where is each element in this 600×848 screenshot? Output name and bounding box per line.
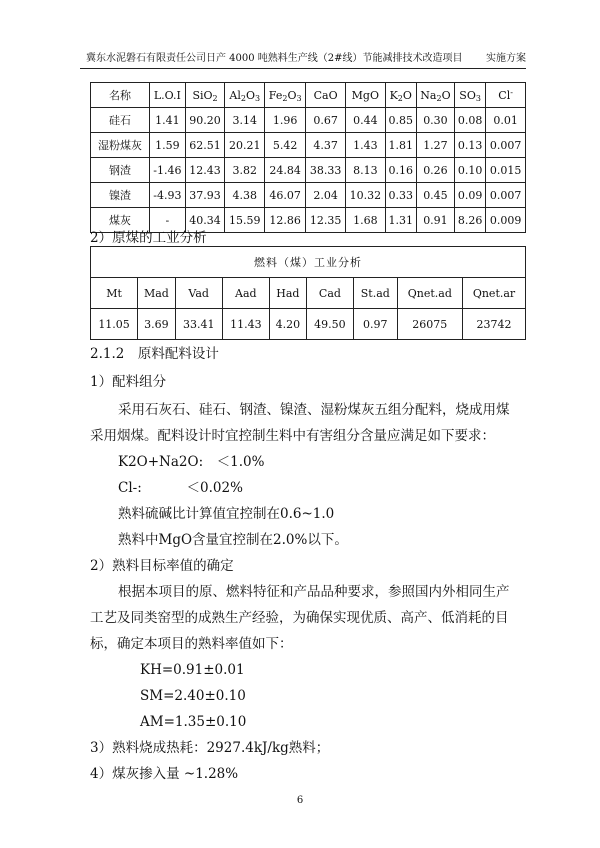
value-cell: 0.09 bbox=[455, 183, 486, 208]
value-cell: 12.86 bbox=[265, 208, 306, 233]
value-cell: 1.41 bbox=[150, 108, 186, 133]
coal-value-cell: 33.41 bbox=[175, 309, 222, 340]
table-header-cell: Cl- bbox=[486, 83, 526, 108]
table-header-cell: $Na_2O$ bbox=[416, 83, 454, 108]
value-cell: 0.44 bbox=[345, 108, 385, 133]
table-row bbox=[91, 158, 526, 183]
value-cell: 0.45 bbox=[416, 183, 454, 208]
requirement-k2o-na2o: K2O+Na2O: ＜1.0% bbox=[118, 454, 265, 470]
paragraph-line: 根据本项目的原、燃料特征和产品品种要求，参照国内外相同生产 bbox=[118, 584, 510, 600]
coal-header-cell: Qnet.ar bbox=[463, 278, 526, 309]
value-cell: 46.07 bbox=[265, 183, 306, 208]
value-cell: 0.13 bbox=[455, 133, 486, 158]
coal-value-cell: 3.69 bbox=[138, 309, 176, 340]
value-cell: 12.43 bbox=[185, 158, 225, 183]
coal-value-cell: 0.97 bbox=[353, 309, 397, 340]
value-cell: 24.84 bbox=[265, 158, 306, 183]
coal-analysis-heading: 2）原煤的工业分析 bbox=[90, 230, 207, 246]
coal-table-title: 燃料（煤）工业分析 bbox=[91, 247, 526, 278]
value-cell: -4.93 bbox=[150, 183, 186, 208]
value-cell: - bbox=[150, 208, 186, 233]
paragraph-line: 采用石灰石、硅石、钢渣、镍渣、湿粉煤灰五组分配料，烧成用煤 bbox=[118, 402, 510, 418]
value-cell: 15.59 bbox=[225, 208, 265, 233]
raw-meal-components-heading: 1）配料组分 bbox=[90, 374, 167, 390]
coal-header-cell: Mt bbox=[91, 278, 138, 309]
value-cell: 4.37 bbox=[306, 133, 346, 158]
value-cell: 37.93 bbox=[185, 183, 225, 208]
value-cell: 0.009 bbox=[486, 208, 526, 233]
coal-header-cell: Had bbox=[269, 278, 306, 309]
coal-header-cell: Mad bbox=[138, 278, 176, 309]
chemical-composition-table bbox=[90, 82, 526, 233]
page-number: 6 bbox=[296, 795, 304, 806]
modulus-sm: SM=2.40±0.10 bbox=[140, 688, 246, 704]
material-name-cell: 钢渣 bbox=[91, 158, 150, 183]
value-cell: 8.26 bbox=[455, 208, 486, 233]
value-cell: 20.21 bbox=[225, 133, 265, 158]
value-cell: 0.26 bbox=[416, 158, 454, 183]
value-cell: 0.10 bbox=[455, 158, 486, 183]
coal-header-cell: Qnet.ad bbox=[397, 278, 462, 309]
value-cell: 5.42 bbox=[265, 133, 306, 158]
value-cell: 2.04 bbox=[306, 183, 346, 208]
value-cell: 0.007 bbox=[486, 183, 526, 208]
table-header-cell: SiO$_2$ bbox=[185, 83, 225, 108]
value-cell: 0.30 bbox=[416, 108, 454, 133]
value-cell: 0.015 bbox=[486, 158, 526, 183]
value-cell: -1.46 bbox=[150, 158, 186, 183]
paragraph-line: 工艺及同类窑型的成熟生产经验，为确保实现优质、高产、低消耗的目 bbox=[90, 610, 509, 626]
value-cell: 0.67 bbox=[306, 108, 346, 133]
value-cell: 1.96 bbox=[265, 108, 306, 133]
value-cell: 1.43 bbox=[345, 133, 385, 158]
value-cell: 3.82 bbox=[225, 158, 265, 183]
table-row bbox=[91, 133, 526, 158]
coal-header-cell: Aad bbox=[222, 278, 269, 309]
coal-value-cell: 49.50 bbox=[306, 309, 353, 340]
value-cell: 90.20 bbox=[185, 108, 225, 133]
value-cell: 8.13 bbox=[345, 158, 385, 183]
section-2-1-2-heading: 2.1.2 原料配料设计 bbox=[90, 346, 219, 362]
table-header-cell: L.O.I bbox=[150, 83, 186, 108]
coal-ash-line: 4）煤灰掺入量 ~1.28% bbox=[90, 766, 239, 782]
value-cell: 0.33 bbox=[385, 183, 416, 208]
value-cell: 4.38 bbox=[225, 183, 265, 208]
value-cell: 0.91 bbox=[416, 208, 454, 233]
coal-header-cell: Vad bbox=[175, 278, 222, 309]
header-rule bbox=[80, 68, 526, 69]
value-cell: 0.08 bbox=[455, 108, 486, 133]
modulus-am: AM=1.35±0.10 bbox=[140, 714, 247, 730]
table-header-cell: MgO bbox=[345, 83, 385, 108]
clinker-target-heading: 2）熟料目标率值的确定 bbox=[90, 558, 234, 574]
value-cell: 0.85 bbox=[385, 108, 416, 133]
coal-header-cell: St.ad bbox=[353, 278, 397, 309]
material-name-cell: 硅石 bbox=[91, 108, 150, 133]
table-header-cell: CaO bbox=[306, 83, 346, 108]
requirement-sulfur-alkali: 熟料硫碱比计算值宜控制在0.6~1.0 bbox=[118, 506, 335, 522]
value-cell: 1.27 bbox=[416, 133, 454, 158]
material-name-cell: 湿粉煤灰 bbox=[91, 133, 150, 158]
value-cell: 40.34 bbox=[185, 208, 225, 233]
table-header-row bbox=[91, 83, 526, 108]
paragraph-line: 采用烟煤。配料设计时宜控制生料中有害组分含量应满足如下要求： bbox=[90, 428, 495, 444]
table-header-cell: $SO_3$ bbox=[455, 83, 486, 108]
coal-value-cell: 11.05 bbox=[91, 309, 138, 340]
paragraph-line: 标，确定本项目的熟料率值如下： bbox=[90, 636, 293, 652]
coal-value-cell: 23742 bbox=[463, 309, 526, 340]
coal-value-cell: 11.43 bbox=[222, 309, 269, 340]
value-cell: 1.68 bbox=[345, 208, 385, 233]
table-row bbox=[91, 183, 526, 208]
value-cell: 1.59 bbox=[150, 133, 186, 158]
value-cell: 38.33 bbox=[306, 158, 346, 183]
value-cell: 1.81 bbox=[385, 133, 416, 158]
value-cell: 62.51 bbox=[185, 133, 225, 158]
value-cell: 3.14 bbox=[225, 108, 265, 133]
coal-value-cell: 26075 bbox=[397, 309, 462, 340]
table-header-cell: $Fe_2O_3$ bbox=[265, 83, 306, 108]
value-cell: 12.35 bbox=[306, 208, 346, 233]
value-cell: 0.01 bbox=[486, 108, 526, 133]
table-header-cell: $K_2O$ bbox=[385, 83, 416, 108]
table-row bbox=[91, 108, 526, 133]
table-header-cell: 名称 bbox=[91, 83, 150, 108]
material-name-cell: 镍渣 bbox=[91, 183, 150, 208]
value-cell: 1.31 bbox=[385, 208, 416, 233]
value-cell: 10.32 bbox=[345, 183, 385, 208]
page-header bbox=[78, 52, 526, 66]
header-project-title: 冀东水泥磐石有限责任公司日产 4000 吨熟料生产线（2#线）节能减排技术改造项目 bbox=[86, 53, 463, 64]
table-header-cell: $Al_2O_3$ bbox=[225, 83, 265, 108]
coal-value-cell: 4.20 bbox=[269, 309, 306, 340]
coal-analysis-table bbox=[90, 246, 526, 340]
value-cell: 0.16 bbox=[385, 158, 416, 183]
coal-header-cell: Cad bbox=[306, 278, 353, 309]
requirement-cl: Cl-: ＜0.02% bbox=[118, 480, 243, 496]
header-doc-type: 实施方案 bbox=[486, 53, 526, 64]
modulus-kh: KH=0.91±0.01 bbox=[140, 662, 245, 678]
material-name-cell: 煤灰 bbox=[91, 208, 150, 233]
heat-consumption-line: 3）熟料烧成热耗：2927.4kJ/kg熟料； bbox=[90, 740, 330, 756]
value-cell: 0.007 bbox=[486, 133, 526, 158]
requirement-mgo: 熟料中MgO含量宜控制在2.0%以下。 bbox=[118, 532, 348, 548]
